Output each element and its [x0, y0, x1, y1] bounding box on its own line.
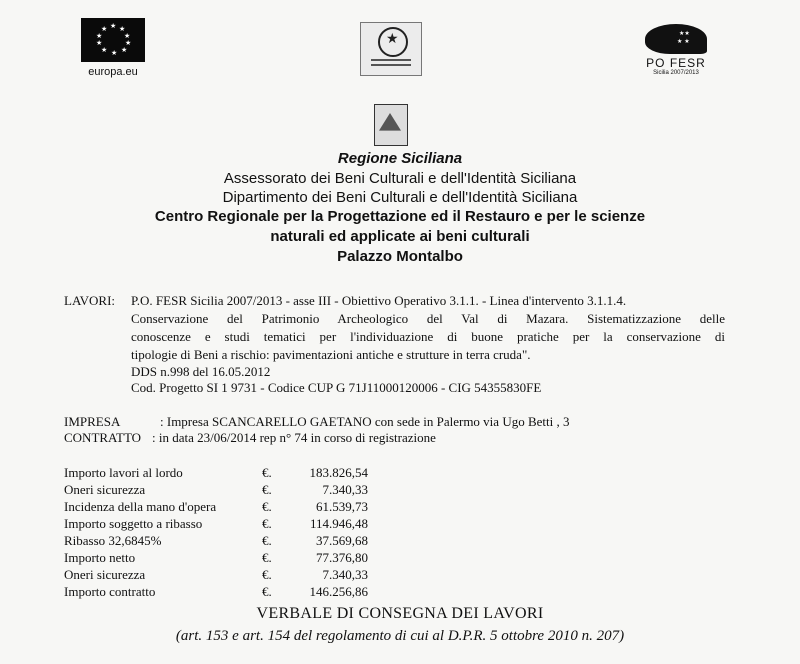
cost-row-amount: 146.256,86 — [309, 584, 368, 599]
po-fesr-logo — [636, 24, 716, 76]
cost-row-currency: €. — [262, 550, 272, 565]
cost-row-amount: 37.569,68 — [316, 533, 368, 548]
cost-row-amount: 183.826,54 — [309, 465, 368, 480]
cost-row-label: Oneri sicurezza — [64, 482, 146, 497]
cost-row-currency: €. — [262, 516, 272, 531]
cost-row-label: Incidenza della mano d'opera — [64, 499, 217, 514]
cost-row-label: Importo netto — [64, 550, 136, 565]
centro-line-2: naturali ed applicate ai beni culturali — [270, 228, 530, 245]
verbale-title: VERBALE DI CONSEGNA DEI LAVORI — [256, 605, 544, 622]
lavori-line-3: conoscenze e studi tematici per l'individuazione di buone pratiche per la conservazione di — [131, 329, 725, 344]
lavori-line-5: DDS n.998 del 16.05.2012 — [131, 364, 271, 379]
cost-row-amount: 7.340,33 — [322, 482, 368, 497]
impresa-value: : Impresa SCANCARELLO GAETANO con sede in Palermo via Ugo Betti , 3 — [160, 414, 570, 429]
cost-row-currency: €. — [262, 584, 272, 599]
cost-row-label: Importo lavori al lordo — [64, 465, 183, 480]
centro-line-1: Centro Regionale per la Progettazione ed il Restauro e per le scienze — [154, 208, 646, 225]
cost-row-label: Oneri sicurezza — [64, 567, 146, 582]
eu-logo — [78, 18, 148, 78]
contratto-label: CONTRATTO — [64, 430, 142, 445]
eu-label: europa.eu — [88, 66, 138, 78]
lavori-line-4: tipologie di Beni a rischio: pavimentazioni antiche e strutture in terra cruda". — [131, 347, 531, 362]
cost-row-amount: 61.539,73 — [316, 499, 368, 514]
centro-line-3: Palazzo Montalbo — [337, 248, 463, 265]
cost-row-currency: €. — [262, 533, 272, 548]
cost-row-currency: €. — [262, 567, 272, 582]
cost-row-currency: €. — [262, 465, 272, 480]
cost-row-currency: €. — [262, 499, 272, 514]
cost-row-amount: 7.340,33 — [322, 567, 368, 582]
cost-row-amount: 114.946,48 — [309, 516, 368, 531]
eu-flag-icon: ★ ★ ★ ★ ★ ★ ★ ★ ★ ★ — [81, 18, 145, 62]
cost-row-label: Importo soggetto a ribasso — [64, 516, 203, 531]
lavori-line-1: P.O. FESR Sicilia 2007/2013 - asse III - Obiettivo Operativo 3.1.1. - Linea d'intervento 3.1.1.4. — [131, 293, 627, 308]
contratto-value: : in data 23/06/2014 rep n° 74 in corso di registrazione — [152, 430, 436, 445]
lavori-line-2: Conservazione del Patrimonio Archeologico del Val di Mazara. Sistematizzazione delle — [131, 311, 725, 326]
region-title: Regione Siciliana — [337, 150, 463, 167]
cost-row-label: Ribasso 32,6845% — [64, 533, 162, 548]
impresa-label: IMPRESA — [64, 414, 121, 429]
lavori-label: LAVORI: — [64, 293, 116, 308]
verbale-subtitle: (art. 153 e art. 154 del regolamento di cui al D.P.R. 5 ottobre 2010 n. 207) — [175, 628, 625, 644]
sicily-region-emblem-icon — [374, 104, 408, 146]
po-fesr-label: PO FESR — [646, 56, 706, 70]
lavori-line-6: Cod. Progetto SI 1 9731 - Codice CUP G 71J11000120006 - CIG 54355830FE — [131, 380, 542, 395]
cost-row-amount: 77.376,80 — [316, 550, 368, 565]
dipartimento-line: Dipartimento dei Beni Culturali e dell'Identità Siciliana — [222, 189, 578, 206]
po-fesr-sub: Sicilia 2007/2013 — [653, 70, 699, 76]
assessorato-line: Assessorato dei Beni Culturali e dell'Identità Siciliana — [223, 170, 577, 187]
cost-row-currency: €. — [262, 482, 272, 497]
cost-row-label: Importo contratto — [64, 584, 156, 599]
po-fesr-mark-icon: ★★ ★ ★ — [645, 24, 707, 54]
italian-republic-emblem-icon — [360, 22, 422, 76]
